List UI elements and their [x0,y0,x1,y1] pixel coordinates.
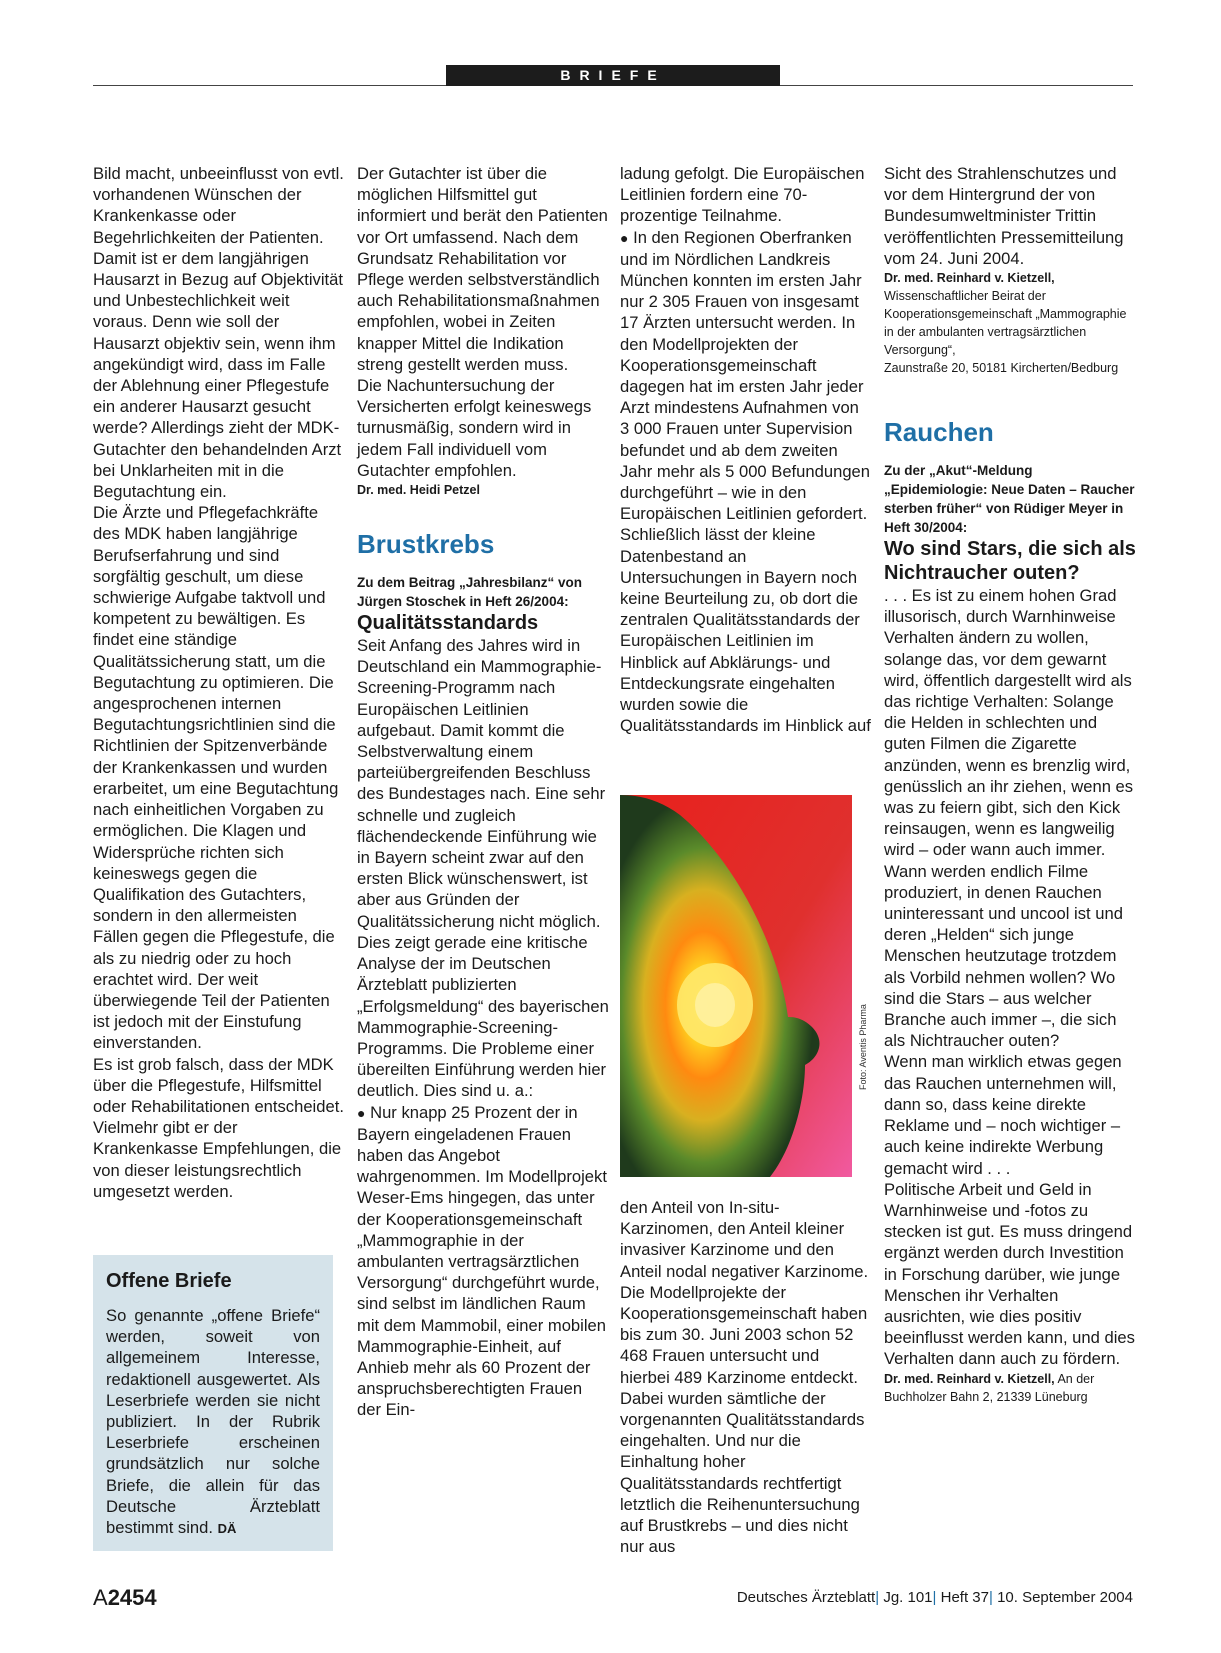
journal-footer: Deutsches Ärzteblatt| Jg. 101| Heft 37| 10. September 2004 [736,1589,1133,1606]
paragraph: Die Nachuntersuchung der Versicherten erfolgt keineswegs turnusmäßig, sondern wird in jedem Fall individuell vom Gutachter empfohlen. [357,376,592,480]
info-box-title: Offene Briefe [106,1270,232,1292]
paragraph: Wann werden endlich Filme produziert, in denen Rauchen uninteressant und uncool ist und deren „Helden“ sich junge Menschen heutzutage trotzdem als Vorbild nehmen wollen? Wo sind die Stars – aus welcher Branche auch immer –, die sich als Nichtraucher outen? [884,861,1123,1051]
section-heading-rauchen: Rauchen [884,417,994,448]
journal-date: 10. September 2004 [997,1589,1133,1606]
letter-signature: Dr. med. Reinhard v. Kietzell, [884,1371,1055,1386]
bullet-icon: ● [357,1104,366,1121]
page-number [93,1585,157,1611]
journal-volume: Jg. 101 [883,1589,933,1606]
author-address: An der Buchholzer Bahn 2, 21339 Lüneburg [884,1371,1095,1404]
letter-headline: Qualitätsstandards [357,612,539,635]
thermogram-illustration [620,795,852,1177]
letter-signature: Dr. med. Reinhard v. Kietzell, [884,271,1055,286]
column-4 [884,163,1136,1406]
paragraph: Wenn man wirklich etwas gegen das Rauchen unternehmen will, dann so, dass keine direkte Reklame und – noch wichtiger – auch keine indirekte Werbung gemacht wird . . . [884,1052,1122,1178]
paragraph: ladung gefolgt. Die Europäischen Leitlinien fordern eine 70-prozentige Teilnahme. [620,164,865,226]
paragraph: . . . Es ist zu einem hohen Grad illusorisch, durch Warnhinweise Verhalten ändern zu wollen, solange das, vor dem gewarnt wird, öffentlich dargestellt wird als das richtige Verhalten: Solange die Helden in schlechten und guten Filmen die Zigarette anzünden, wenn es brenzlig wird, genüsslich an ihr ziehen, wenn es was zu feiern gibt, sich den Kick reinsaugen, wenn es langweilig wird – oder wann auch immer. [884,586,1134,860]
column-3 [620,163,872,736]
paragraph: Bild macht, unbeeinflusst von evtl. vorhandenen Wünschen der Krankenkasse oder Begehrlichkeiten der Patienten. Damit ist er dem langjährigen Hausarzt in Bezug auf Objektivität und Unbestechlichkeit weit voraus. Denn wie soll der Hausarzt objektiv sein, wenn ihm angekündigt wird, dass im Falle der Ablehnung einer Pflegestufe ein anderer Hausarzt gesucht werde? Allerdings zieht der MDK-Gutachter den behandelnden Arzt bei Unklarheiten mit in die Begutachtung ein. [93,164,344,502]
paragraph: Die Ärzte und Pflegefachkräfte des MDK haben langjährige Berufserfahrung und sind sorgfältig geschult, um diese schwierige Aufgabe taktvoll und kompetent zu bewältigen. Es findet eine ständige Qualitätssicherung statt, um die Begutachtung zu optimieren. Die angesprochenen internen Begutachtungsrichtlinien sind die Richtlinien der Spitzenverbände der Krankenkassen und wurden erarbeitet, um eine Begutachtung nach einheitlichen Vorgaben zu ermöglichen. Die Klagen und Widersprüche richten sich keineswegs gegen die Qualifikation des Gutachters, sondern in den allermeisten Fällen gegen die Pflegestufe, die als zu niedrig oder zu hoch erachtet wird. Der weit überwiegende Teil der Patienten ist jedoch mit der Einstufung einverstanden. [93,503,339,1053]
journal-name: Deutsches Ärzteblatt [736,1589,876,1606]
author-affiliation: Wissenschaftlicher Beirat der Kooperationsgemeinschaft „Mammographie in der ambulanten vertragsärztlichen Versorgung“, [884,289,1127,358]
breast-thermogram-image [620,795,852,1177]
bullet-paragraph [620,227,872,525]
journal-issue: Heft 37 [940,1589,989,1606]
photo-credit: Foto: Aventis Pharma [858,1004,868,1090]
column-2 [357,163,609,1421]
bullet-paragraph [357,1102,609,1421]
paragraph: Der Gutachter ist über die möglichen Hilfsmittel gut informiert und berät den Patienten vor Ort umfassend. Nach dem Grundsatz Rehabilitation vor Pflege werden selbstverständlich auch Rehabilitationsmaßnahmen empfohlen, wobei in Zeiten knapper Mittel die Indikation streng gestellt werden muss. [357,164,608,374]
paragraph: Es ist grob falsch, dass der MDK über die Pflegestufe, Hilfsmittel oder Rehabilitationen entscheidet. Vielmehr gibt er der Krankenkasse Empfehlungen, die von dieser leistungsrechtlich umgesetzt werden. [93,1054,344,1201]
info-box-offene-briefe [93,1255,333,1551]
paragraph: Sicht des Strahlenschutzes und vor dem Hintergrund der von Bundesumweltminister Trittin veröffentlichten Pressemitteilung vom 24. Juni 2004. [884,164,1124,268]
column-3-continued [620,1197,872,1557]
letter-headline: Wo sind Stars, die sich als Nichtraucher outen? [884,538,1136,585]
paragraph: Schließlich lässt der kleine Datenbestand an Untersuchungen in Bayern noch keine Beurteilung zu, ob dort die zentralen Qualitätsstandards der Europäischen Leitlinien im Hinblick auf Abklärungs- und Entdeckungsrate eingehalten wurden sowie die Qualitätsstandards im Hinblick auf [620,525,871,736]
bullet-text: In den Regionen Oberfranken und im Nördlichen Landkreis München konnten im ersten Jahr nur 2 305 Frauen von insgesamt 17 Ärzten untersucht werden. In den Modellprojekten der Kooperationsgemeinschaft dagegen hat im ersten Jahr jeder Arzt mindestens Aufnahmen von 3 000 Frauen unter Supervision befundet und ab dem zweiten Jahr mehr als 5 000 Befundungen durchgeführt – wie in den Europäischen Leitlinien gefordert. [620,227,871,524]
section-heading-brustkrebs: Brustkrebs [357,529,495,560]
info-box-text [106,1305,320,1539]
letter-signature: Dr. med. Heidi Petzel [357,483,480,498]
signature-line [884,1370,1136,1406]
author-address: Zaunstraße 20, 50181 Kircherten/Bedburg [884,361,1119,376]
paragraph: den Anteil von In-situ-Karzinomen, den Anteil kleiner invasiver Karzinome und den Anteil nodal negativer Karzinome. Die Modellprojekte der Kooperationsgemeinschaft haben bis zum 30. Juni 2003 schon 52 468 Frauen untersucht und hierbei 489 Karzinome entdeckt. Dabei wurden sämtliche der vorgenannten Qualitätsstandards eingehalten. Und nur die Einhaltung hoher Qualitätsstandards rechtfertigt letztlich die Reihenuntersuchung auf Brustkrebs – und dies nicht nur aus [620,1198,869,1557]
info-box-body: So genannte „offene Briefe“ werden, soweit von allgemeinem Interesse, redaktionell ausgewertet. Als Leserbriefe werden sie nicht publiziert. In der Rubrik Leserbriefe erscheinen grundsätzlich nur solche Briefe, die allein für das Deutsche Ärzteblatt bestimmt sind. [106,1306,320,1538]
info-box-signature: DÄ [217,1521,237,1537]
article-reference: Zu dem Beitrag „Jahresbilanz“ von Jürgen Stoschek in Heft 26/2004: [357,575,583,610]
column-1 [93,163,345,1202]
bullet-text: Nur knapp 25 Prozent der in Bayern eingeladenen Frauen haben das Angebot wahrgenommen. Im Modellprojekt Weser-Ems hingegen, das unter der Kooperationsgemeinschaft „Mammographie in der ambulanten vertragsärztlichen Versorgung“ durchgeführt wurde, sind selbst im ländlichen Raum mit dem Mammobil, einer mobilen Mammographie-Einheit, auf Anhieb mehr als 60 Prozent der anspruchsberechtigten Frauen der Ein- [357,1102,607,1420]
paragraph: Seit Anfang des Jahres wird in Deutschland ein Mammographie-Screening-Programm nach Europäischen Leitlinien aufgebaut. Damit kommt die Selbstverwaltung einem parteiübergreifenden Beschluss des Bundestages nach. Eine sehr schnelle und zugleich flächendeckende Einführung wie in Bayern scheint zwar auf den ersten Blick wünschenswert, ist aber aus Gründen der Qualitätssicherung nicht möglich. Dies zeigt gerade eine kritische Analyse der im Deutschen Ärzteblatt publizierten „Erfolgsmeldung“ des bayerischen Mammographie-Screening-Programms. Die Probleme einer übereilten Einführung werden hier deutlich. Dies sind u. a.: [357,636,609,1101]
paragraph: Politische Arbeit und Geld in Warnhinweise und -fotos zu stecken ist gut. Es muss dringend ergänzt werden durch Investition in Forschung darüber, wie junge Menschen ihr Verhalten ausrichten, wie dies positiv beeinflusst werden kann, und dies Verhalten dann auch zu fördern. [884,1179,1135,1369]
bullet-icon: ● [620,229,629,246]
page-number-value: 2454 [107,1585,157,1610]
page-prefix: A [93,1585,108,1610]
article-reference: Zu der „Akut“-Meldung „Epidemiologie: Neue Daten – Raucher sterben früher“ von Rüdiger Meyer in Heft 30/2004: [884,463,1135,536]
section-tag: BRIEFE [446,65,780,86]
